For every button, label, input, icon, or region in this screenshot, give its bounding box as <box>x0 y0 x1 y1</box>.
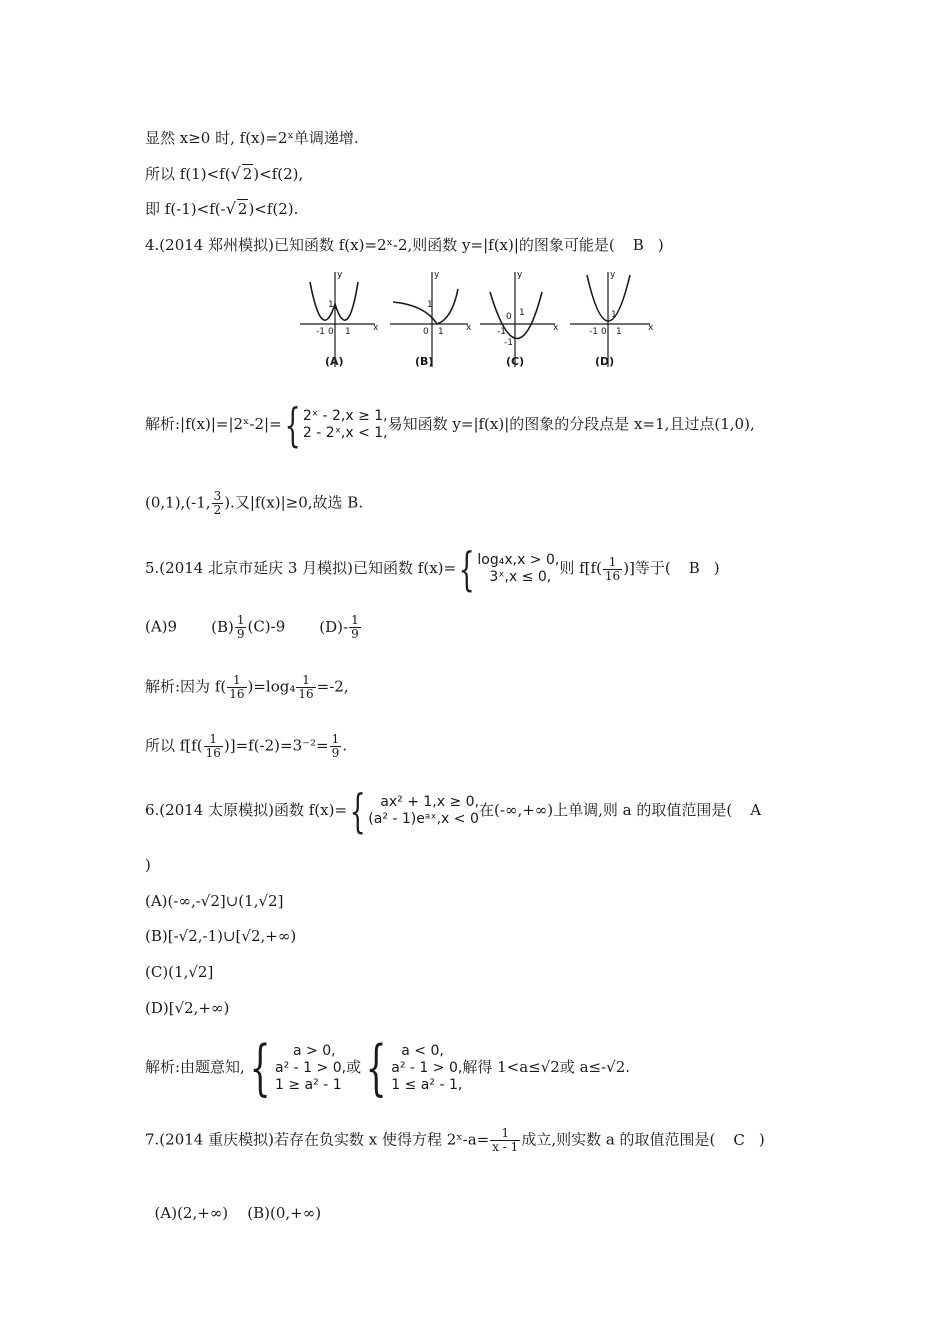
graph-a <box>300 272 375 367</box>
axis-label-y: y <box>337 270 343 280</box>
numerator: 3 <box>213 489 222 503</box>
text-part: 所以 f(1)<f( <box>145 165 231 183</box>
text-part: (0,1),(-1, <box>145 493 211 512</box>
numerator: 1 <box>490 1127 520 1141</box>
option-c: (C)-9 <box>247 617 286 636</box>
left-brace-icon: { <box>365 1033 387 1103</box>
option-c-text: (C)(1,√2] <box>145 963 214 981</box>
fraction <box>227 674 246 701</box>
tick-label: 0 <box>506 312 512 322</box>
question-text: 7.(2014 重庆模拟)若存在负实数 x 使得方程 2ˣ-a= <box>145 1130 490 1149</box>
option-d-text: (D)[√2,+∞) <box>145 999 230 1017</box>
tick-label: 1 <box>328 300 334 310</box>
function-graphs <box>290 267 660 377</box>
tick-label: 1 <box>345 327 351 337</box>
question-6-close <box>145 855 151 875</box>
case-2: 2 - 2ˣ,x < 1, <box>302 425 388 441</box>
option-a-text: (A)(-∞,-√2]∪(1,√2] <box>145 892 284 910</box>
solution-line-2 <box>145 164 303 184</box>
fraction <box>349 614 361 641</box>
fraction <box>212 490 224 517</box>
text-part: 解析:因为 f( <box>145 677 227 696</box>
tick-label: -1 <box>316 327 325 337</box>
sqrt-icon: √ <box>230 164 241 183</box>
system-line: a < 0, <box>401 1042 444 1059</box>
fraction <box>490 1127 520 1154</box>
axis-label-x: x <box>553 323 559 333</box>
case-2: (a² - 1)eᵃˣ,x < 0 <box>368 811 479 827</box>
fraction <box>296 674 315 701</box>
numerator: 1 <box>227 674 246 688</box>
numerator: 1 <box>351 613 359 627</box>
case-1: log₄x,x > 0, <box>477 552 560 568</box>
system-line: 1 ≤ a² - 1, <box>391 1076 463 1093</box>
graph-b <box>390 272 468 367</box>
option-d: (D)- <box>319 617 349 636</box>
tick-label: -1 <box>504 338 513 348</box>
numerator: 1 <box>236 613 245 627</box>
axis-label-y: y <box>434 270 440 280</box>
q6-option-b <box>145 926 296 946</box>
solution-text: 显然 x≥0 时, f(x)=2ˣ单调递增. <box>145 129 359 147</box>
system-2 <box>391 1043 462 1094</box>
text-part: . <box>342 736 348 755</box>
solution-5-line-2 <box>145 733 347 760</box>
case-1: ax² + 1,x ≥ 0, <box>380 794 480 810</box>
question-text: 6.(2014 太原模拟)函数 f(x)= <box>145 801 348 819</box>
case-2: 3ˣ,x ≤ 0, <box>489 569 552 585</box>
denominator: x - 1 <box>492 1140 519 1154</box>
axis-label-x: x <box>466 323 472 333</box>
left-brace-icon: { <box>249 1033 271 1103</box>
text-part: 或 <box>346 1058 362 1076</box>
question-text: 4.(2014 郑州模拟)已知函数 f(x)=2ˣ-2,则函数 y=|f(x)|的图象可能是( <box>145 236 615 254</box>
fraction <box>330 733 342 760</box>
fraction <box>603 556 622 583</box>
options-text: (A)(2,+∞) (B)(0,+∞) <box>154 1204 322 1222</box>
text-part: 成立,则实数 a 的取值范围是( <box>521 1130 716 1149</box>
text-part: 易知函数 y=|f(x)|的图象的分段点是 x=1,且过点(1,0), <box>387 415 755 433</box>
system-line: a² - 1 > 0, <box>391 1059 463 1076</box>
text-part: 则 f[f( <box>559 559 602 577</box>
left-brace-icon: { <box>458 542 475 596</box>
graph-label-a: (A) <box>325 355 344 368</box>
paren-close: ) <box>145 856 151 874</box>
left-brace-icon: { <box>349 784 366 838</box>
denominator: 9 <box>331 746 340 760</box>
denominator: 16 <box>604 568 621 583</box>
option-a: (A)9 <box>145 617 178 636</box>
text-part: 即 f(-1)<f(- <box>145 200 226 218</box>
axis-label-y: y <box>517 270 523 280</box>
text-part: ).又|f(x)|≥0,故选 B. <box>224 493 364 512</box>
denominator: 16 <box>229 687 245 701</box>
text-part: )=log₄ <box>247 677 296 696</box>
text-part: 所以 f[f( <box>145 736 203 755</box>
denominator: 2 <box>213 503 222 517</box>
denominator: 9 <box>236 627 245 641</box>
question-4 <box>145 235 664 255</box>
tick-label: 1 <box>616 327 622 337</box>
solution-line-3 <box>145 199 298 219</box>
axis-label-x: x <box>373 323 379 333</box>
question-6 <box>145 784 775 838</box>
answer-letter: C <box>733 1130 745 1149</box>
tick-label: 1 <box>611 310 617 320</box>
question-7 <box>145 1127 765 1154</box>
q6-option-d <box>145 998 229 1018</box>
option-b: (B) <box>211 617 234 636</box>
numerator: 1 <box>603 556 622 570</box>
sqrt-value: 2 <box>242 165 253 183</box>
text-part: 解得 1<a≤√2或 a≤-√2. <box>462 1058 631 1076</box>
text-part: )]=f(-2)=3⁻²= <box>223 736 329 755</box>
text-part: 解析:|f(x)|=|2ˣ-2|= <box>145 415 282 433</box>
tick-label: 0 <box>423 327 429 337</box>
tick-label: 1 <box>519 308 525 318</box>
text-part: 在(-∞,+∞)上单调,则 a 的取值范围是( <box>479 801 733 819</box>
question-7-options <box>145 1183 321 1223</box>
paren-close: ) <box>758 1130 765 1149</box>
tick-label: 0 <box>328 327 334 337</box>
answer-letter: B <box>688 559 700 577</box>
system-line: a² - 1 > 0, <box>275 1059 347 1076</box>
graph-label-b: (B) <box>415 355 434 368</box>
fraction <box>235 614 247 641</box>
sqrt-value: 2 <box>237 200 248 218</box>
question-5-options <box>145 614 362 641</box>
q6-option-a <box>145 891 283 911</box>
system-1 <box>275 1043 346 1094</box>
paren-close: ) <box>713 559 720 577</box>
paren-close: ) <box>657 236 664 254</box>
text-part: )<f(2). <box>248 200 299 218</box>
answer-letter: B <box>632 236 644 254</box>
system-line: 1 ≥ a² - 1 <box>275 1076 342 1093</box>
axis-label-x: x <box>648 323 654 333</box>
solution-4 <box>145 398 755 452</box>
numerator: 1 <box>331 732 340 746</box>
graph-d <box>570 272 650 367</box>
question-5 <box>145 542 720 596</box>
tick-label: -1 <box>589 327 598 337</box>
numerator: 1 <box>204 733 223 747</box>
question-text: 5.(2014 北京市延庆 3 月模拟)已知函数 f(x)= <box>145 559 457 577</box>
tick-label: 1 <box>438 327 444 337</box>
sqrt-icon: √ <box>225 199 236 218</box>
numerator: 1 <box>296 674 315 688</box>
graph-label-d: (D) <box>595 355 615 368</box>
tick-label: 1 <box>427 300 433 310</box>
piecewise-cases <box>477 552 559 586</box>
system-line: a > 0, <box>293 1042 336 1059</box>
piecewise-cases <box>368 794 479 828</box>
left-brace-icon: { <box>284 398 301 452</box>
text-part: )]等于( <box>623 559 671 577</box>
piecewise-cases <box>303 408 388 442</box>
solution-4-cont <box>145 490 363 517</box>
q6-option-c <box>145 962 213 982</box>
graph-c <box>480 272 555 367</box>
text-part: 解析:由题意知, <box>145 1058 245 1076</box>
denominator: 9 <box>351 627 359 641</box>
tick-label: -1 <box>497 327 506 337</box>
denominator: 16 <box>205 746 221 760</box>
axis-label-y: y <box>610 270 616 280</box>
solution-5-line-1 <box>145 674 349 701</box>
solution-6 <box>145 1033 631 1103</box>
solution-line-1 <box>145 128 359 148</box>
denominator: 16 <box>298 687 314 701</box>
fraction <box>204 733 223 760</box>
answer-letter: A <box>750 801 762 819</box>
tick-label: 0 <box>601 327 607 337</box>
text-part: =-2, <box>316 677 349 696</box>
graph-label-c: (C) <box>506 355 525 368</box>
option-b-text: (B)[-√2,-1)∪[√2,+∞) <box>145 927 297 945</box>
text-part: )<f(2), <box>253 165 304 183</box>
case-1: 2ˣ - 2,x ≥ 1, <box>302 408 388 424</box>
